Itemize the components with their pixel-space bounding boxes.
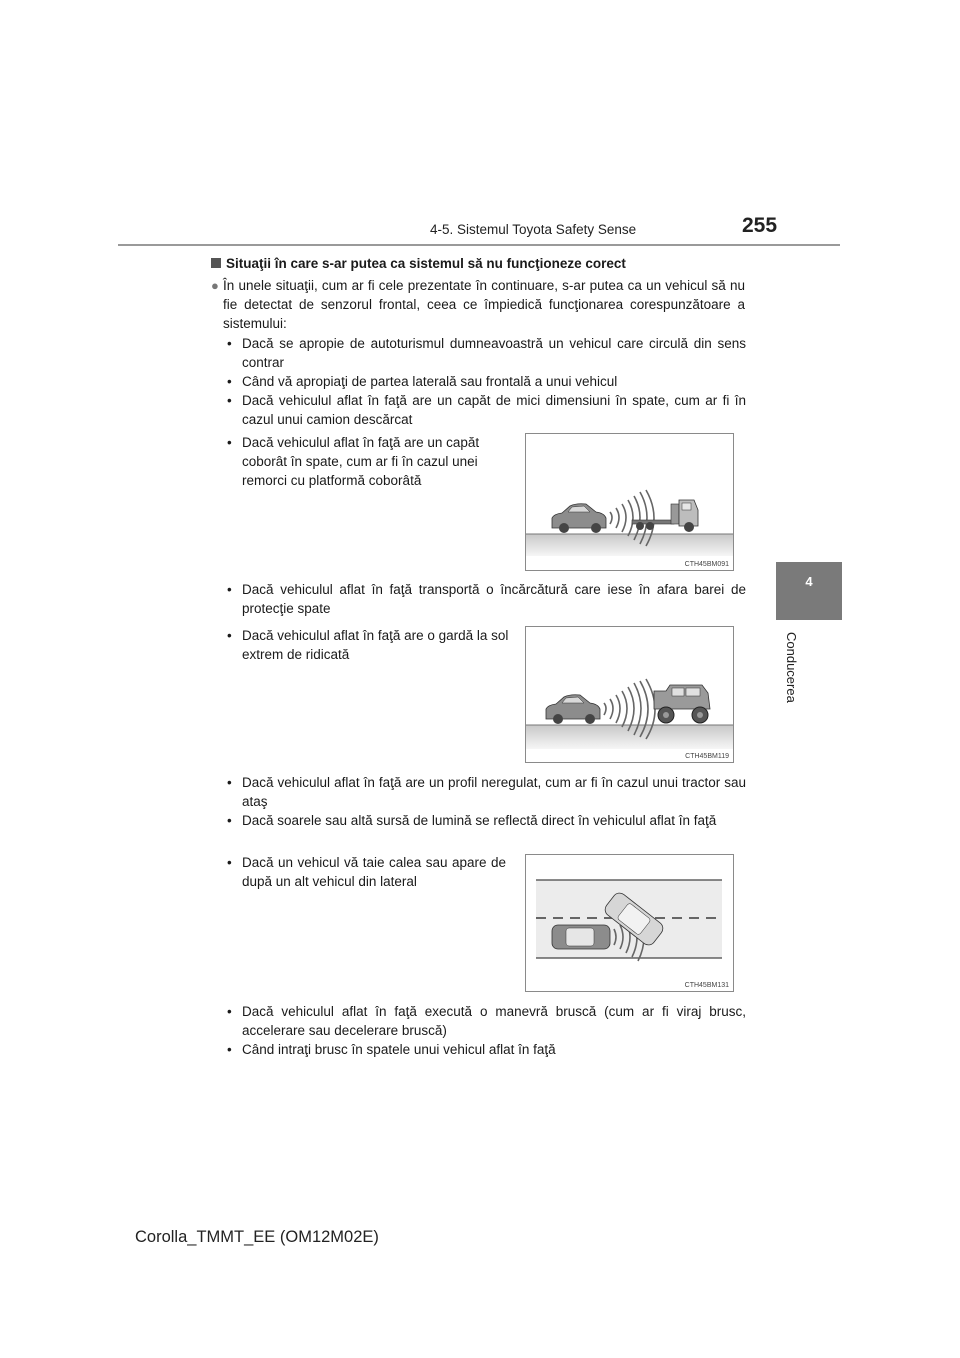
intro-paragraph: ● În unele situaţii, cum ar fi cele prezentate în continuare, s-ar putea ca un vehicul să nu fie detectat de senzorul frontal, ceea ce împiedică funcţionarea corespunzătoare a sistemului: [211, 278, 745, 331]
section-title: Situaţii în care s-ar putea ca sistemul să nu funcţioneze corect [211, 256, 626, 271]
header-divider [118, 244, 840, 246]
figure-low-trailer [525, 433, 734, 571]
bullet-dot: • [227, 775, 232, 790]
bullet-dot: • [227, 628, 232, 643]
list-item: • Dacă vehiculul aflat în faţă transportă o încărcătură care iese în afara barei de protecţie spate [227, 582, 746, 616]
chapter-tab[interactable] [776, 562, 842, 620]
list-item: • Dacă vehiculul aflat în faţă are un capăt coborât în spate, cum ar fi în cazul unei remorci cu platformă coborâtă [227, 435, 480, 488]
bullet-dot: • [227, 813, 232, 828]
bullet-dot: • [227, 393, 232, 408]
high-clearance-illustration [526, 627, 733, 762]
low-trailer-illustration [526, 434, 733, 570]
footer-document-id: Corolla_TMMT_EE (OM12M02E) [135, 1228, 379, 1246]
cut-in-illustration [526, 855, 733, 991]
chapter-label: Conducerea [784, 632, 799, 703]
bullet-dot: • [227, 1042, 232, 1057]
bullet-dot: • [227, 435, 232, 450]
bullet-dot: • [227, 855, 232, 870]
figure-code: CTH45BM091 [684, 561, 729, 568]
list-item: • Dacă vehiculul aflat în faţă are o gardă la sol extrem de ridicată [227, 628, 509, 662]
figure-high-clearance [525, 626, 734, 763]
bullet-dot: • [227, 374, 232, 389]
round-bullet-icon: ● [211, 278, 219, 293]
page-number: 255 [742, 214, 778, 237]
list-item: • Dacă soarele sau altă sursă de lumină se reflectă direct în vehiculul aflat în faţă [227, 813, 717, 828]
chapter-number: 4 [805, 574, 813, 589]
list-item: • Dacă vehiculul aflat în faţă are un profil neregulat, cum ar fi în cazul unui tractor sau ataş [227, 775, 746, 809]
bullet-dot: • [227, 1004, 232, 1019]
list-item: • Când intraţi brusc în spatele unui vehicul aflat în faţă [227, 1042, 556, 1057]
figure-cut-in [525, 854, 734, 992]
list-item: • Dacă un vehicul vă taie calea sau apare de după un alt vehicul din lateral [227, 855, 506, 889]
header-section-title: 4-5. Sistemul Toyota Safety Sense [430, 222, 637, 237]
bullet-dot: • [227, 582, 232, 597]
bullet-dot: • [227, 336, 232, 351]
square-bullet-icon [211, 258, 221, 268]
list-item: • Dacă vehiculul aflat în faţă are un capăt de mici dimensiuni în spate, cum ar fi în cazul unui camion descărcat [227, 393, 746, 427]
list-item: • Dacă se apropie de autoturismul dumneavoastră un vehicul care circulă din sens contrar [227, 336, 746, 370]
figure-code: CTH45BM131 [684, 982, 729, 989]
list-item: • Dacă vehiculul aflat în faţă execută o manevră bruscă (cum ar fi viraj brusc, accelerare sau decelerare bruscă) [227, 1004, 746, 1038]
figure-code: CTH45BM119 [685, 753, 729, 760]
list-item: • Când vă apropiaţi de partea laterală sau frontală a unui vehicul [227, 374, 618, 389]
